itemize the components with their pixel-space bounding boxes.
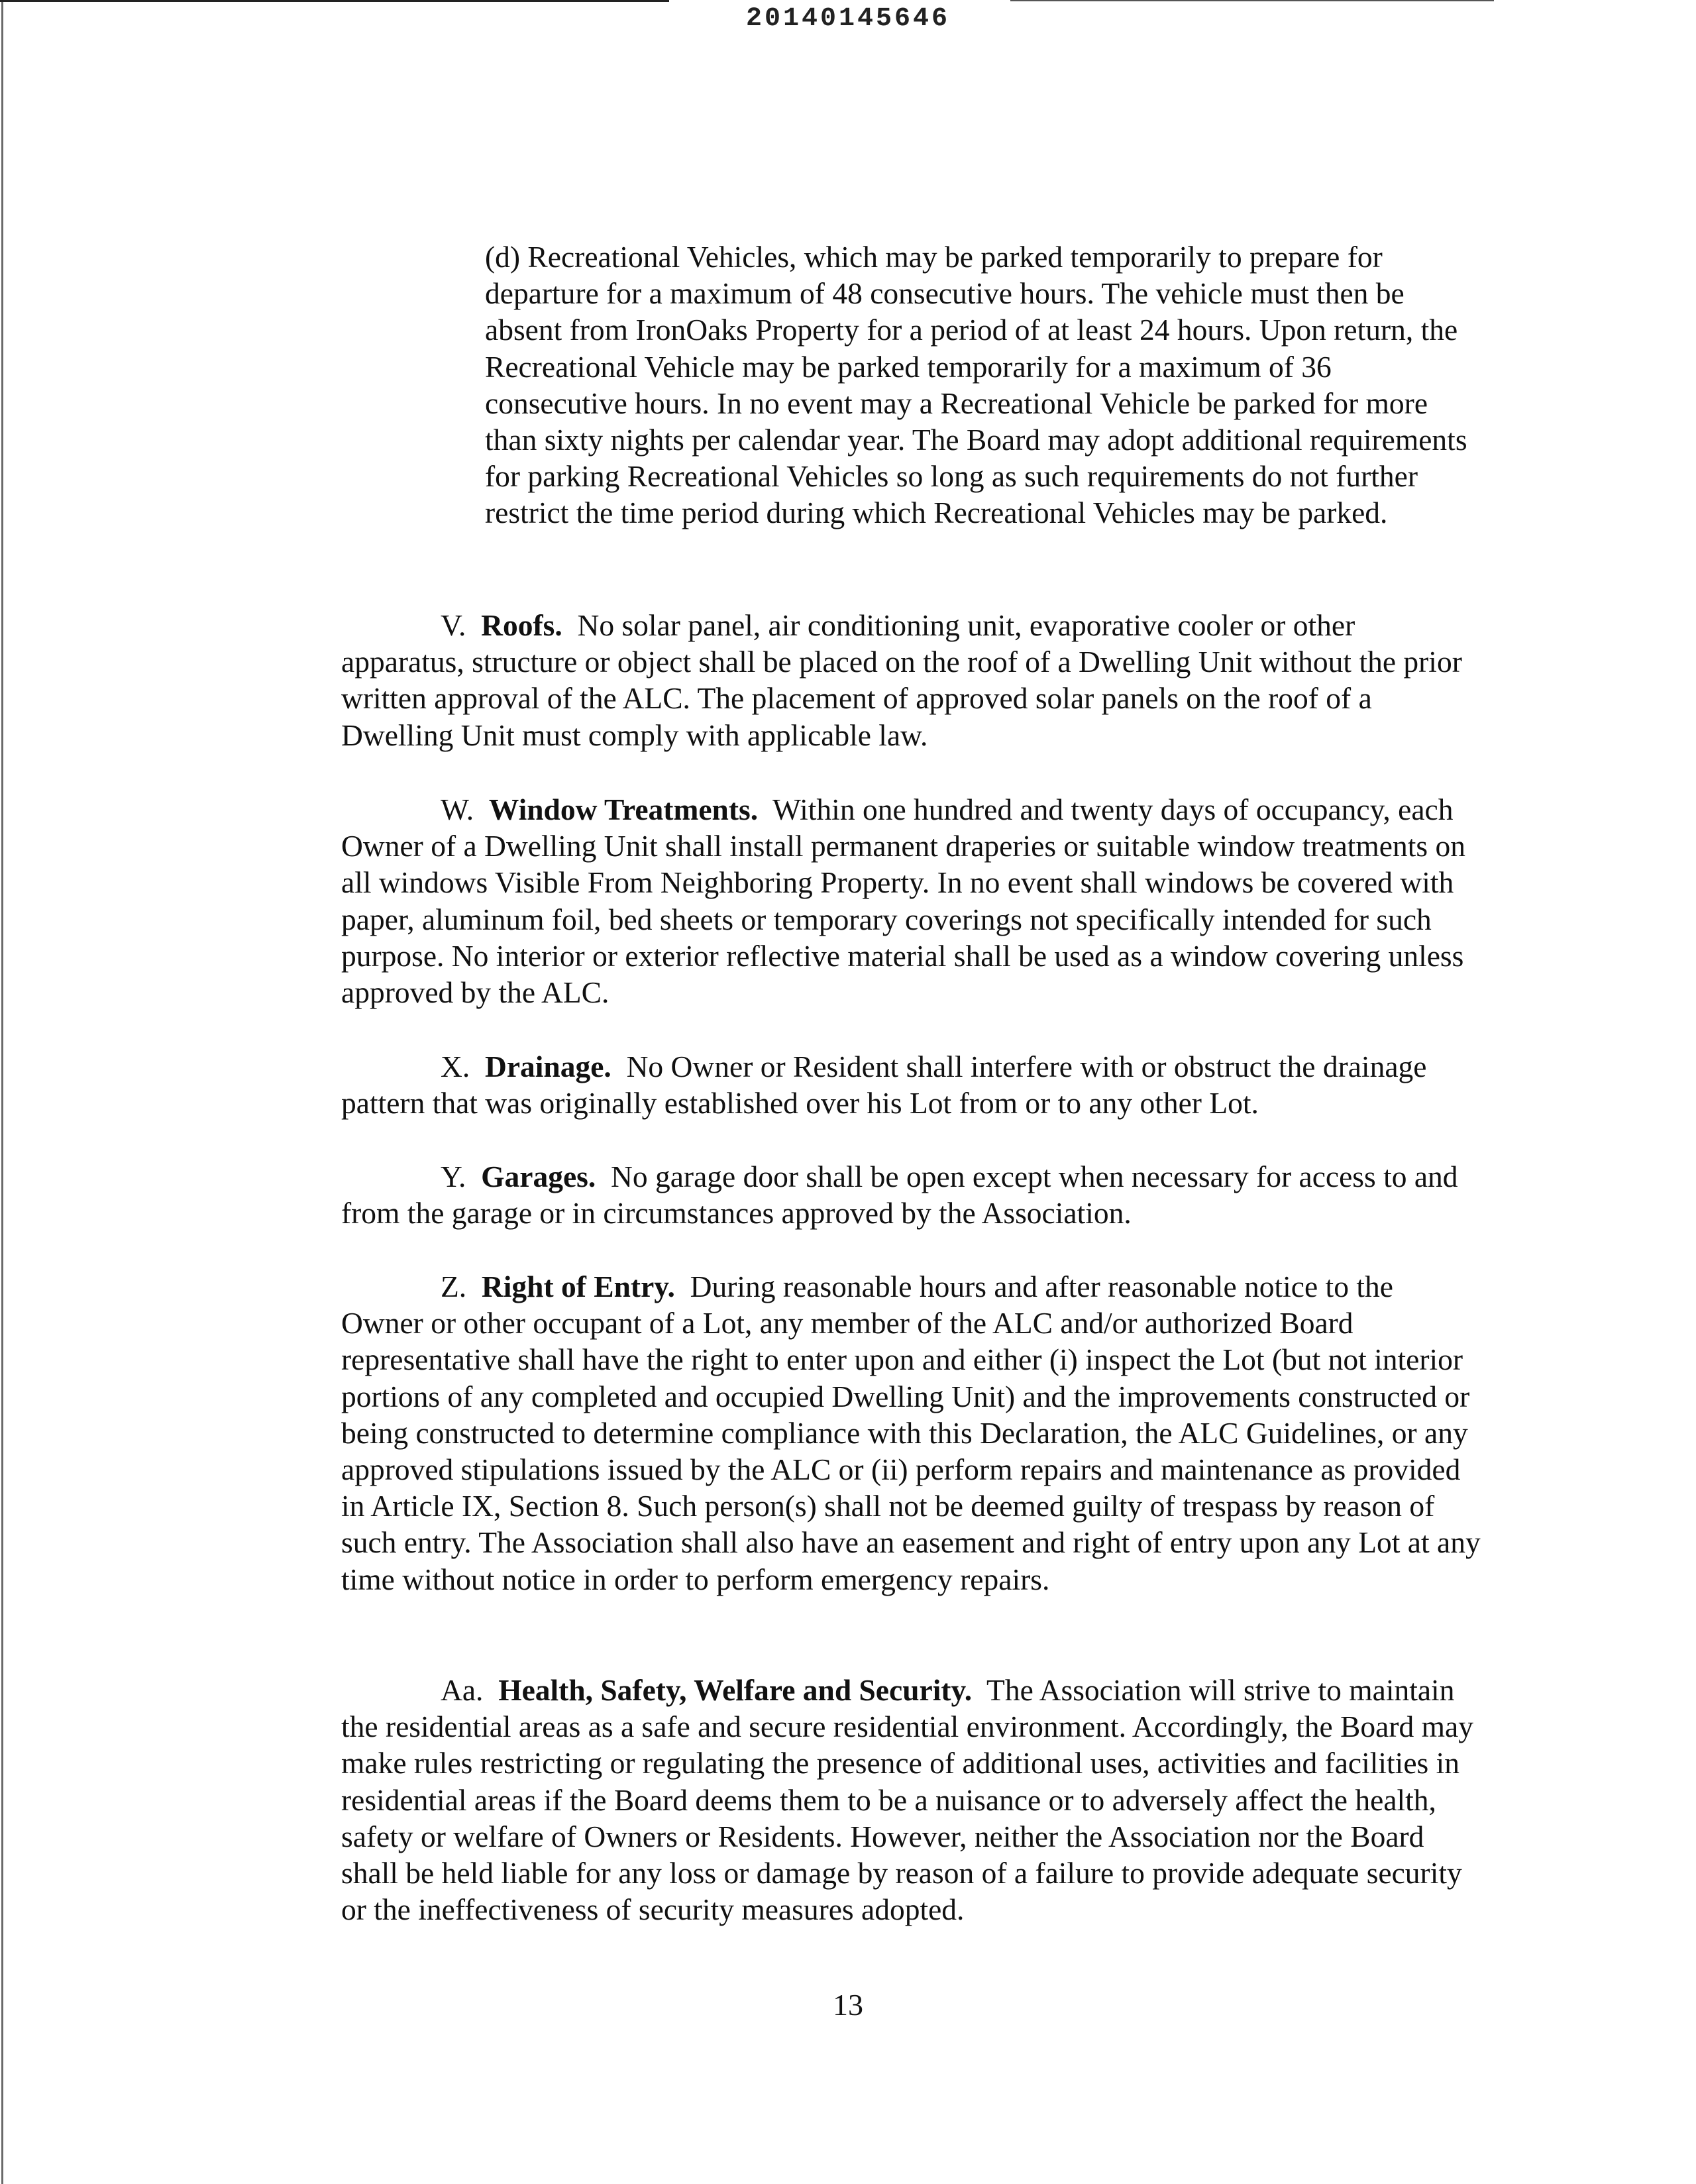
scan-edge-top-left: [0, 0, 669, 2]
page-number: 13: [833, 1988, 863, 2022]
section-v-roofs: [341, 607, 1481, 753]
section-v-label: V.: [441, 608, 466, 642]
section-y-heading: Garages.: [481, 1160, 596, 1193]
section-x-label: X.: [441, 1050, 470, 1083]
section-y-garages: [341, 1158, 1481, 1231]
section-y-text: No garage door shall be open except when necessary for access to and from the garage or in circumstances approved by the Association.: [341, 1160, 1458, 1230]
section-x-drainage: [341, 1048, 1481, 1121]
scan-edge-left: [1, 0, 3, 2184]
section-w-window-treatments: [341, 791, 1481, 1010]
paragraph-d-text: (d) Recreational Vehicles, which may be parked temporarily to prepare for departure for a maximum of 48 consecutive hours. The vehicle must then be absent from IronOaks Property for a period of at least 24 hours. Upon return, the Recreational Vehicle may be parked temporarily for a maximum of 36 consecutive hours. In no event may a Recreational Vehicle be parked for more than sixty nights per calendar year. The Board may adopt additional requirements for parking Recreational Vehicles so long as such requirements do not further restrict the time period during which Recreational Vehicles may be parked.: [485, 240, 1467, 530]
section-w-label: W.: [441, 792, 474, 826]
section-z-text: During reasonable hours and after reasonable notice to the Owner or other occupant of a Lot, any member of the ALC and/or authorized Board representative shall have the right to enter upon and either (i) inspect the Lot (but not interior portions of any completed and occupied Dwelling Unit) and the improvements constructed or being constructed to determine compliance with this Declaration, the ALC Guidelines, or any approved stipulations issued by the ALC or (ii) perform repairs and maintenance as provided in Article IX, Section 8. Such person(s) shall not be deemed guilty of trespass by reason of such entry. The Association shall also have an easement and right of entry upon any Lot at any time without notice in order to perform emergency repairs.: [341, 1270, 1481, 1596]
section-aa-health-safety: [341, 1672, 1481, 1928]
section-w-text: Within one hundred and twenty days of occupancy, each Owner of a Dwelling Unit shall install permanent draperies or suitable window treatments on all windows Visible From Neighboring Property. In no event shall windows be covered with paper, aluminum foil, bed sheets or temporary coverings not specifically intended for such purpose. No interior or exterior reflective material shall be used as a window covering unless approved by the ALC.: [341, 792, 1465, 1010]
section-w-heading: Window Treatments.: [488, 792, 759, 826]
section-aa-text: The Association will strive to maintain the residential areas as a safe and secure residential environment. Accordingly, the Board may make rules restricting or regulating the presence of additional uses, activities and facilities in residential areas if the Board deems them to be a nuisance or to adversely affect the health, safety or welfare of Owners or Residents. However, neither the Association nor the Board shall be held liable for any loss or damage by reason of a failure to provide adequate security or the ineffectiveness of security measures adopted.: [341, 1673, 1473, 1927]
section-v-text: No solar panel, air conditioning unit, evaporative cooler or other apparatus, structure or object shall be placed on the roof of a Dwelling Unit without the prior written approval of the ALC. The placement of approved solar panels on the roof of a Dwelling Unit must comply with applicable law.: [341, 608, 1462, 752]
section-x-heading: Drainage.: [484, 1050, 611, 1083]
section-z-right-of-entry: [341, 1268, 1481, 1598]
scan-edge-top-right: [1010, 0, 1494, 1]
section-x-text: No Owner or Resident shall interfere with or obstruct the drainage pattern that was originally established over his Lot from or to any other Lot.: [341, 1050, 1427, 1120]
section-v-heading: Roofs.: [481, 608, 562, 642]
paragraph-d-recreational-vehicles: [485, 239, 1479, 531]
section-aa-heading: Health, Safety, Welfare and Security.: [498, 1673, 973, 1707]
section-z-heading: Right of Entry.: [481, 1270, 675, 1303]
section-y-label: Y.: [441, 1160, 466, 1193]
document-number: 20140145646: [745, 4, 951, 34]
section-z-label: Z.: [441, 1270, 467, 1303]
section-aa-label: Aa.: [441, 1673, 484, 1707]
